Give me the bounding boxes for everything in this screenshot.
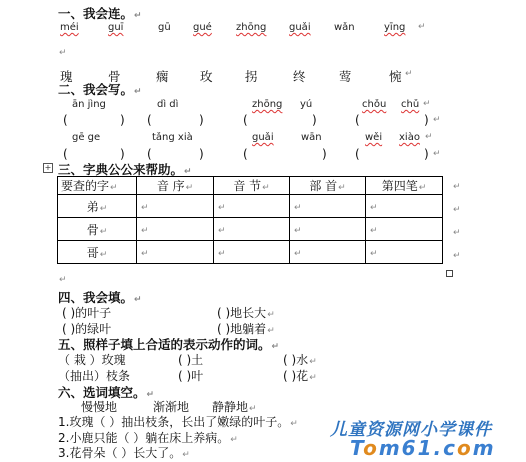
fill-sentence: 3.花骨朵（ ）长大了。↵ <box>58 446 190 460</box>
table-cell[interactable]: 弟↵ <box>58 195 137 218</box>
table-cell[interactable]: 哥↵ <box>58 241 137 264</box>
table-header-cell: 要查的字↵ <box>58 177 137 195</box>
lookup-table <box>57 176 443 264</box>
pinyin-word: zhōng <box>252 99 283 110</box>
table-cell[interactable]: ↵ <box>290 218 366 241</box>
blank-open: ( <box>355 113 360 127</box>
table-row <box>58 195 443 218</box>
word-option: 渐渐地 <box>153 400 190 414</box>
blank-close: ) <box>199 113 204 127</box>
table-row <box>58 218 443 241</box>
blank-open: ( <box>243 113 248 127</box>
table-header-cell: 第四笔↵ <box>366 177 443 195</box>
char-item: 终 <box>293 69 306 84</box>
pinyin-item: wǎn <box>334 22 355 33</box>
action-example: （ 栽 ）玫瑰 <box>58 353 126 367</box>
section1-header: 一、我会连。↵ <box>58 6 142 21</box>
return-mark: ↵ <box>433 149 441 159</box>
table-header-row <box>58 177 443 195</box>
table-cell[interactable]: ↵ <box>214 195 290 218</box>
pinyin-word: xiào <box>399 132 420 143</box>
pinyin-item: yīng <box>384 22 406 33</box>
pinyin-item: gū <box>158 22 171 33</box>
fill-line-left: ( )的叶子 <box>62 306 112 320</box>
return-mark: ↵ <box>59 275 67 285</box>
blank-open: ( <box>63 147 68 161</box>
pinyin-word: ān jìng <box>72 99 106 110</box>
char-item: 骨 <box>108 69 121 84</box>
blank-open: ( <box>147 147 152 161</box>
pinyin-word: guǎi <box>252 132 274 143</box>
pinyin-item: méi <box>60 22 79 33</box>
pinyin-word: wān <box>301 132 322 143</box>
fill-line-right: ( )地长大↵ <box>217 306 275 320</box>
watermark-logo: Tom61.com <box>350 436 496 460</box>
blank-open: ( <box>355 147 360 161</box>
fill-sentence: 2.小鹿只能（ ）躺在床上养病。↵ <box>58 431 238 445</box>
table-cell[interactable]: ↵ <box>366 241 443 264</box>
table-row <box>58 241 443 264</box>
blank-close: ) <box>120 113 125 127</box>
section3-header: 三、字典公公来帮助。↵ <box>58 162 192 177</box>
blank-open: ( <box>63 113 68 127</box>
char-item: 瘸 <box>156 69 169 84</box>
table-cell[interactable]: ↵ <box>290 241 366 264</box>
return-mark: ↵ <box>405 69 413 79</box>
table-header-cell: 音 序↵ <box>137 177 214 195</box>
watermark-text: 儿童资源网小学课件 <box>330 420 492 440</box>
char-item: 惋 <box>389 69 402 84</box>
fill-line-left: ( )的绿叶 <box>62 322 112 336</box>
word-option: 静静地↵ <box>212 400 257 414</box>
char-item: 拐 <box>245 69 258 84</box>
table-cell[interactable]: 骨↵ <box>58 218 137 241</box>
blank-close: ) <box>199 147 204 161</box>
table-cell[interactable]: ↵ <box>137 195 214 218</box>
fill-line-right: ( )地躺着↵ <box>217 322 275 336</box>
action-blank: ( )水↵ <box>283 353 317 367</box>
return-mark: ↵ <box>453 182 461 192</box>
blank-close: ) <box>424 113 429 127</box>
return-mark: ↵ <box>423 99 431 109</box>
pinyin-word: gē ge <box>72 132 101 143</box>
pinyin-word: yú <box>300 99 313 110</box>
fill-sentence: 1.玫瑰（ ）抽出枝条，长出了嫩绿的叶子。↵ <box>58 415 298 429</box>
table-cell[interactable]: ↵ <box>214 218 290 241</box>
return-mark: ↵ <box>59 48 67 58</box>
blank-close: ) <box>322 147 327 161</box>
return-mark: ↵ <box>453 228 461 238</box>
pinyin-word: wěi <box>365 132 383 143</box>
table-resize-handle[interactable] <box>446 270 453 277</box>
action-blank: ( )土 <box>178 353 204 367</box>
blank-close: ) <box>120 147 125 161</box>
section6-header: 六、选词填空。↵ <box>58 385 155 400</box>
table-cell[interactable]: ↵ <box>214 241 290 264</box>
table-header-cell: 部 首↵ <box>290 177 366 195</box>
char-item: 玫 <box>200 69 213 84</box>
pinyin-word: chǔ <box>401 99 420 110</box>
table-cell[interactable]: ↵ <box>366 195 443 218</box>
char-item: 莺 <box>339 69 352 84</box>
blank-open: ( <box>243 147 248 161</box>
action-blank: ( )花↵ <box>283 369 317 383</box>
table-header-cell: 音 节↵ <box>214 177 290 195</box>
blank-close: ) <box>424 147 429 161</box>
table-cell[interactable]: ↵ <box>137 218 214 241</box>
section5-header: 五、照样子填上合适的表示动作的词。↵ <box>58 337 280 352</box>
return-mark: ↵ <box>418 22 426 32</box>
pinyin-item: guǎi <box>289 22 311 33</box>
table-move-handle[interactable]: + <box>44 163 52 172</box>
pinyin-item: guī <box>108 22 124 33</box>
pinyin-item: zhōng <box>236 22 267 33</box>
word-option: 慢慢地 <box>81 400 118 414</box>
section4-header: 四、我会填。↵ <box>58 290 142 305</box>
return-mark: ↵ <box>433 115 441 125</box>
action-example: （抽出）枝条 <box>58 369 131 383</box>
char-item: 瑰 <box>60 69 73 84</box>
table-cell[interactable]: ↵ <box>137 241 214 264</box>
pinyin-word: chǒu <box>362 99 387 110</box>
pinyin-item: gué <box>193 22 212 33</box>
return-mark: ↵ <box>425 132 433 142</box>
blank-open: ( <box>147 113 152 127</box>
pinyin-word: dì dì <box>157 99 179 110</box>
action-blank: ( )叶 <box>178 369 204 383</box>
section2-header: 二、我会写。↵ <box>58 82 142 97</box>
table-cell[interactable]: ↵ <box>290 195 366 218</box>
table-cell[interactable]: ↵ <box>366 218 443 241</box>
blank-close: ) <box>312 113 317 127</box>
pinyin-word: tǎng xià <box>152 132 193 143</box>
return-mark: ↵ <box>453 251 461 261</box>
return-mark: ↵ <box>453 205 461 215</box>
